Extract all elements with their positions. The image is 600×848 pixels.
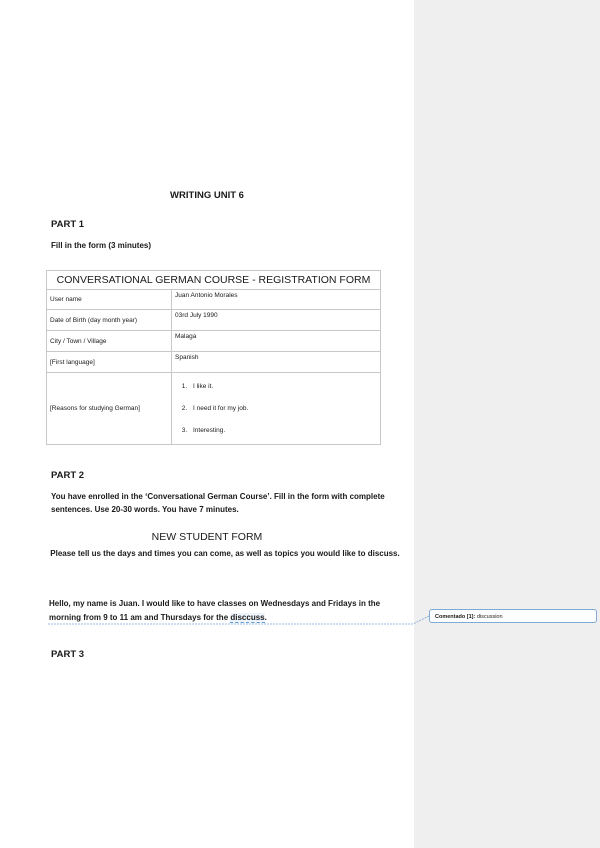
row-value-city[interactable]: Malaga (172, 331, 381, 352)
row-label-dob: Date of Birth (day month year) (47, 310, 172, 331)
row-label-city: City / Town / Village (47, 331, 172, 352)
list-item: 2. I need it for my job. (189, 405, 377, 412)
registration-form-table (46, 270, 381, 445)
part2-heading: PART 2 (51, 470, 85, 481)
row-label-username: User name (47, 290, 172, 310)
table-row (47, 373, 381, 445)
table-row (47, 331, 381, 352)
list-item: 1. I like it. (189, 383, 377, 390)
row-value-dob[interactable]: 03rd July 1990 (172, 310, 381, 331)
part1-instruction: Fill in the form (3 minutes) (51, 241, 152, 250)
comments-margin-pane (414, 0, 600, 848)
row-value-first-language[interactable]: Spanish (172, 352, 381, 373)
reasons-list (175, 383, 377, 434)
list-item: 3. Interesting. (189, 427, 377, 434)
comment-text: discussion (476, 614, 503, 620)
row-value-reasons[interactable] (172, 373, 381, 445)
part2-instruction: You have enrolled in the ‘Conversational German Course’. Fill in the form with complete sentences. Use 20-30 words. You have 7 minutes. (51, 492, 385, 514)
comment-author: Comentado [1]: (435, 614, 476, 620)
document-title: WRITING UNIT 6 (170, 190, 244, 201)
table-row (47, 290, 381, 310)
part1-heading: PART 1 (51, 219, 85, 230)
registration-form-title: CONVERSATIONAL GERMAN COURSE - REGISTRATION FORM (47, 271, 381, 290)
answer-text: Hello, my name is Juan. I would like to have classes on Wednesdays and Fridays in the morning from 9 to 11 am and Thursdays for the (49, 599, 381, 622)
new-student-form-heading: NEW STUDENT FORM (151, 531, 263, 543)
row-label-reasons: [Reasons for studying German] (47, 373, 172, 445)
answer-end: . (264, 613, 267, 622)
student-answer-paragraph[interactable] (49, 597, 409, 625)
part3-heading: PART 3 (51, 649, 85, 660)
table-row (47, 352, 381, 373)
table-row (47, 310, 381, 331)
comment-balloon[interactable] (429, 609, 597, 623)
row-label-first-language: [First language] (47, 352, 172, 373)
commented-word[interactable]: disccuss (230, 613, 265, 622)
row-value-username[interactable]: Juan Antonio Morales (172, 290, 381, 310)
new-student-form-subheading: Please tell us the days and times you can come, as well as topics you would like to discuss. (50, 549, 400, 558)
